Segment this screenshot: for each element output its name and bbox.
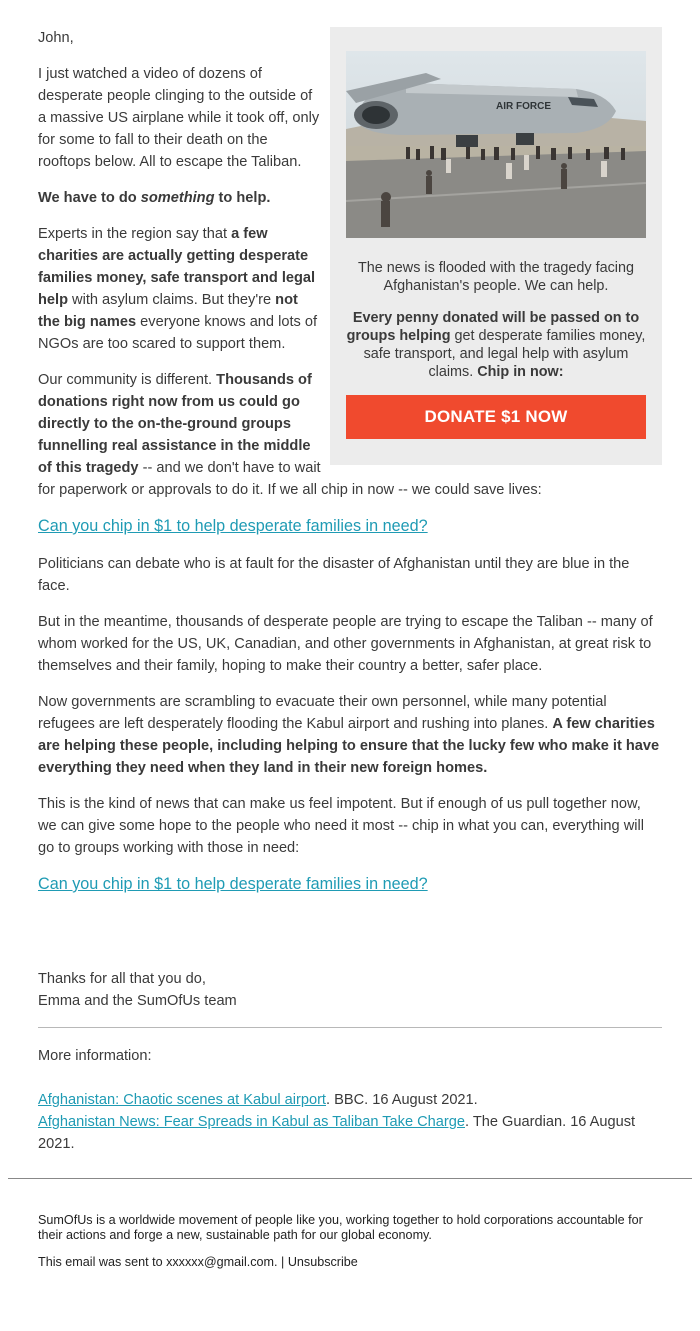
source-rest-bbc: . BBC. 16 August 2021.: [326, 1092, 478, 1108]
intro-paragraph: I just watched a video of dozens of desperate people clinging to the outside of a massive US airplane while it took off, only for some to fall to their death on the rooftops below. All to escape the Taliban.: [38, 66, 320, 170]
help-pre: We have to do: [38, 190, 141, 206]
footer-divider: [8, 1178, 692, 1179]
source-item: [38, 1089, 662, 1111]
more-information: [38, 1045, 662, 1155]
source-rest-guardian: . The Guardian. 16 August 2021.: [38, 1114, 636, 1152]
source-link-guardian[interactable]: Afghanistan News: Fear Spreads in Kabul as Taliban Take Charge: [38, 1114, 465, 1130]
source-item: [38, 1111, 662, 1155]
community-b1: Thousands of donations right now from us could go directly to the on-the-ground groups funnelling real assistance in the middle of this tragedy: [38, 372, 312, 476]
email-body: [38, 27, 662, 911]
experts-t1: Experts in the region say that: [38, 226, 232, 242]
signoff-line2: Emma and the SumOfUs team: [38, 993, 237, 1009]
plane-marking: AIR FORCE: [496, 101, 551, 112]
governments-b1: A few charities are helping these people, including helping to ensure that the lucky few who make it have everything they need when they land in their new foreign homes.: [38, 716, 660, 776]
governments-t1: Now governments are scrambling to evacuate their own personnel, while many potential refugees are left desperately flooding the Kabul airport and rushing into planes.: [38, 694, 607, 732]
chip-in-link-1[interactable]: Can you chip in $1 to help desperate families in need?: [38, 517, 428, 535]
meantime-paragraph: But in the meantime, thousands of desperate people are trying to escape the Taliban -- many of whom worked for the US, UK, Canadian, and other governments in Afghanistan, at great risk to themselves and their family, hoping to make their country a better, safer place.: [38, 614, 653, 674]
unsubscribe-link[interactable]: Unsubscribe: [287, 1255, 358, 1269]
sidebar-chip-in: Chip in now:: [477, 364, 564, 380]
politicians-paragraph: Politicians can debate who is at fault for the disaster of Afghanistan until they are blue in the face.: [38, 556, 630, 594]
chip-in-link-2[interactable]: Can you chip in $1 to help desperate families in need?: [38, 875, 428, 893]
sidebar-caption: The news is flooded with the tragedy facing Afghanistan's people. We can help.: [358, 260, 634, 294]
signoff: [38, 968, 237, 1012]
footer: [38, 1213, 662, 1282]
more-info-heading: More information:: [38, 1048, 152, 1064]
experts-t2: with asylum claims. But they're: [68, 292, 276, 308]
governments-paragraph: [38, 691, 662, 779]
help-post: to help.: [214, 190, 271, 206]
sidebar-pass-on-text: [346, 309, 646, 381]
footer-about: SumOfUs is a worldwide movement of people like you, working together to hold corporations accountable for their actions and forge a new, sustainable path for our global economy.: [38, 1213, 643, 1242]
footer-sent-to: [38, 1255, 662, 1270]
greeting: John,: [38, 30, 74, 46]
sidebar-pass-bold: Every penny donated will be passed on to groups helping: [346, 310, 640, 344]
experts-b2: not the big names: [38, 292, 298, 330]
impotent-paragraph: This is the kind of news that can make us feel impotent. But if enough of us pull together now, we can give some hope to the people who need it most -- chip in what you can, everything will go to groups working with those in need:: [38, 796, 644, 856]
donate-button[interactable]: DONATE $1 NOW: [346, 395, 646, 439]
divider: [38, 1027, 662, 1028]
kabul-airport-photo: [346, 51, 646, 238]
source-link-bbc[interactable]: Afghanistan: Chaotic scenes at Kabul airport: [38, 1092, 326, 1108]
footer-sent-text: This email was sent to xxxxxx@gmail.com. |: [38, 1255, 288, 1269]
signoff-line1: Thanks for all that you do,: [38, 971, 206, 987]
community-t1: Our community is different.: [38, 372, 217, 388]
experts-b1: a few charities are actually getting desperate families money, safe transport and legal help: [38, 226, 316, 308]
sidebar-pass-text: get desperate families money, safe transport, and legal help with asylum claims.: [363, 328, 646, 380]
donation-sidebar: [330, 27, 662, 465]
community-t2: -- and we don't have to wait for paperwork or approvals to do it. If we all chip in now -- we could save lives:: [38, 460, 542, 498]
experts-t3: everyone knows and lots of NGOs are too scared to support them.: [38, 314, 318, 352]
help-em: something: [140, 190, 215, 206]
